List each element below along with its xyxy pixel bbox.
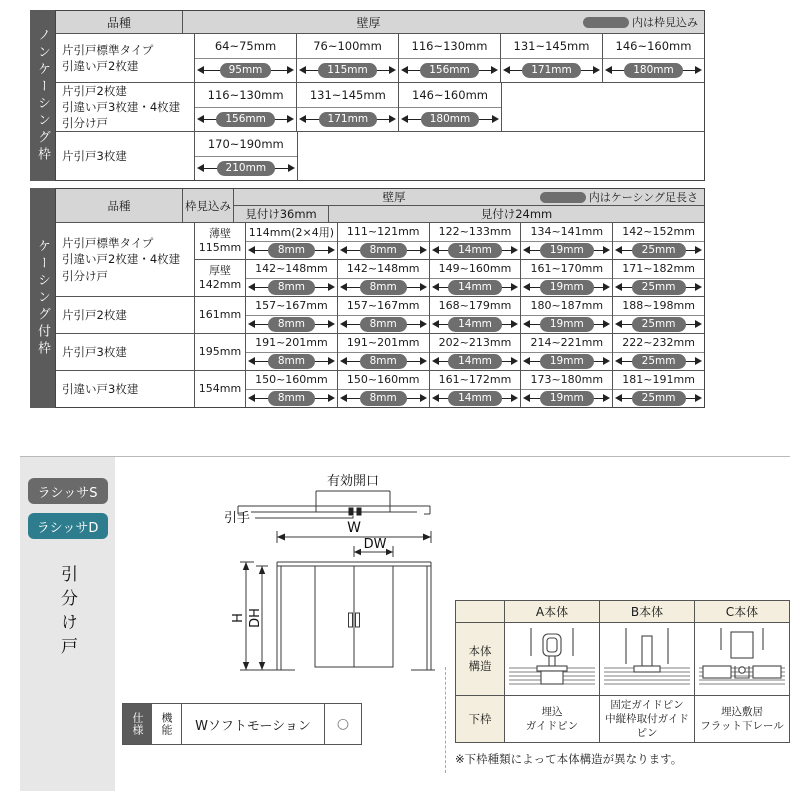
row-cells [246, 334, 704, 370]
wall-thickness-label: 壁厚 [356, 15, 381, 30]
frame-depth-pill: 156mm [420, 63, 479, 78]
casing-leg-pill: 8mm [268, 317, 315, 332]
wall-range-cell [613, 223, 704, 259]
subrow [195, 259, 704, 296]
availability-mark: ○ [336, 716, 350, 732]
table-row [56, 296, 704, 333]
wall-range-cell [246, 371, 338, 407]
footnote: ※下枠種類によって本体構造が異なります。 [455, 752, 683, 766]
dimension-arrow [338, 279, 429, 297]
col-header-wall [234, 189, 704, 205]
col-header-wall [183, 11, 704, 33]
dimension-arrow [399, 108, 500, 132]
table-row [56, 370, 704, 407]
casing-leg-pill: 8mm [360, 280, 407, 295]
table2-side-label: ケーシング付枠 [35, 238, 50, 358]
wall-range-cell [521, 297, 613, 333]
product-line: 引違い戸3枚建・4枚建 [62, 99, 181, 114]
spec-header-cell: 仕様 [123, 704, 152, 744]
wall-range: 142~148mm [338, 260, 429, 279]
wall-range-cell [613, 260, 704, 296]
product-line: 片引戸2枚建 [62, 307, 127, 322]
product-line: 引違い戸2枚建 [62, 59, 139, 73]
a-body-cross-section [505, 623, 600, 695]
frame-depth-cell: 薄壁 115mm [195, 223, 246, 259]
casing-leg-pill: 19mm [540, 391, 594, 406]
dimension-arrow [521, 390, 612, 408]
dimension-arrow [246, 279, 337, 297]
dimension-arrow [338, 390, 429, 408]
table2-subheader [234, 205, 704, 222]
wall-range: 168~179mm [430, 297, 521, 316]
series-badge-lasissa-d: ラシッサD [28, 513, 108, 539]
casing-leg-pill: 19mm [540, 354, 594, 369]
table2-legend [540, 189, 698, 205]
casing-leg-pill: 25mm [632, 354, 686, 369]
wall-range-cell [246, 334, 338, 370]
frame-depth-pill: 180mm [624, 63, 683, 78]
casing-leg-pill: 8mm [360, 317, 407, 332]
casing-leg-pill: 14mm [448, 317, 502, 332]
row-subrows [195, 371, 704, 407]
table2-grid [55, 188, 705, 408]
frame-depth-pill: 171mm [522, 63, 581, 78]
c-body-cross-section [695, 623, 789, 695]
row-cells [246, 223, 704, 259]
c-bottom-rail-cell: 埋込敷居 フラット下レール [700, 705, 784, 732]
dimension-arrow [399, 59, 500, 83]
casing-leg-pill: 8mm [360, 354, 407, 369]
casing-leg-pill: 14mm [448, 354, 502, 369]
dimension-arrow [430, 353, 521, 371]
frame-depth-cell: 厚壁 142mm [195, 260, 246, 296]
door-drawing [203, 461, 463, 711]
dimension-arrow [603, 59, 704, 83]
product-cell [56, 34, 195, 82]
dimension-arrow [246, 242, 337, 260]
dimension-arrow [521, 279, 612, 297]
row-cells [246, 260, 704, 296]
wall-range: 150~160mm [246, 371, 337, 390]
dimension-arrow [297, 59, 398, 83]
dimension-arrow [246, 390, 337, 408]
corner-cell [456, 601, 505, 622]
table2-header [56, 189, 704, 222]
table1-grid [55, 10, 705, 181]
door-dimension-diagram [203, 461, 463, 715]
row-subrows [195, 223, 704, 296]
col-header-frame-depth: 枠見込み [183, 189, 234, 222]
section-divider [20, 456, 790, 457]
table1-header-row [56, 11, 704, 33]
subrow [195, 371, 704, 407]
table-row [56, 131, 704, 180]
col-header-product: 品種 [56, 11, 183, 33]
wall-range: 131~145mm [501, 34, 602, 59]
casing-frame-table [30, 188, 705, 408]
effective-opening-label: 有効開口 [326, 474, 380, 489]
wall-range: 116~130mm [399, 34, 500, 59]
product-cell [56, 132, 195, 180]
wall-range: 222~232mm [613, 334, 704, 353]
wall-range: 188~198mm [613, 297, 704, 316]
casing-leg-pill: 19mm [540, 280, 594, 295]
wall-range-cell [297, 34, 399, 82]
empty-cell [298, 132, 704, 180]
casing-leg-pill: 25mm [632, 391, 686, 406]
table2-side-bar [30, 188, 55, 408]
subrow [195, 297, 704, 333]
bottom-rail-row [456, 695, 789, 742]
wall-range-cell [430, 371, 522, 407]
wall-range-cell [338, 371, 430, 407]
empty-cell [502, 83, 704, 131]
casing-leg-pill: 25mm [632, 317, 686, 332]
wall-range: 122~133mm [430, 223, 521, 242]
wall-range: 191~201mm [246, 334, 337, 353]
wall-range-cell [430, 334, 522, 370]
frame-depth-pill: 115mm [318, 63, 377, 78]
dimension-arrow [430, 316, 521, 334]
frame-depth-cell: 195mm [195, 334, 246, 370]
casing-leg-pill: 14mm [448, 280, 502, 295]
row-cells [246, 297, 704, 333]
structure-header-row [456, 601, 789, 622]
wall-range: 146~160mm [399, 83, 500, 108]
frame-depth-pill: 210mm [217, 161, 276, 176]
dimension-arrow [195, 59, 296, 83]
row-cells [195, 83, 704, 131]
dimension-arrow [195, 108, 296, 132]
wall-range: 149~160mm [430, 260, 521, 279]
dimension-arrow [613, 316, 704, 334]
product-cell [56, 371, 195, 407]
dimension-arrow [521, 353, 612, 371]
wall-range: 114mm(2×4用) [246, 223, 337, 242]
casing-leg-pill: 8mm [360, 391, 407, 406]
casing-leg-pill: 8mm [268, 391, 315, 406]
wall-range-cell [338, 260, 430, 296]
table1-side-bar [30, 10, 55, 181]
wall-range-cell [399, 83, 501, 131]
a-bottom-rail-cell: 埋込 ガイドピン [505, 696, 600, 742]
wall-range: 157~167mm [338, 297, 429, 316]
product-line: 片引戸2枚建 [62, 83, 127, 98]
b-bottom-rail-cell: 固定ガイドピン 中縦枠取付ガイドピン [600, 696, 695, 742]
row-cells [195, 132, 704, 180]
wall-range-cell [297, 83, 399, 131]
dimension-arrow [613, 390, 704, 408]
wall-range-cell [338, 223, 430, 259]
series-badge-lasissa-s: ラシッサS [28, 478, 108, 504]
h-dimension-label: H [231, 613, 246, 623]
table1-legend [583, 14, 698, 30]
product-line: 引分け戸 [62, 268, 108, 283]
wall-range: 146~160mm [603, 34, 704, 59]
table1-side-label: ノンケーシング枠 [35, 27, 50, 164]
casing-leg-pill: 8mm [268, 354, 315, 369]
door-detail-section [0, 455, 800, 800]
wall-range: 173~180mm [521, 371, 612, 390]
product-line: 片引戸3枚建 [62, 148, 127, 163]
wall-range: 111~121mm [338, 223, 429, 242]
dimension-arrow [338, 316, 429, 334]
wall-range: 76~100mm [297, 34, 398, 59]
row-header-bottom-rail: 下枠 [456, 696, 505, 742]
wall-range-cell [195, 34, 297, 82]
casing-leg-pill: 19mm [540, 243, 594, 258]
product-line: 引違い戸2枚建・4枚建 [62, 252, 181, 267]
wall-range: 202~213mm [430, 334, 521, 353]
function-header-cell: 機能 [152, 704, 182, 744]
product-cell [56, 83, 195, 131]
wall-range-cell [521, 260, 613, 296]
dimension-arrow [297, 108, 398, 132]
dimension-arrow [521, 316, 612, 334]
col-header-product: 品種 [56, 189, 183, 222]
casing-leg-pill: 8mm [268, 243, 315, 258]
wall-range-cell [501, 34, 603, 82]
wall-range-cell [195, 132, 298, 180]
casing-leg-pill: 25mm [632, 243, 686, 258]
wall-thickness-label: 壁厚 [382, 190, 406, 204]
casing-leg-pill: 25mm [632, 280, 686, 295]
product-cell [56, 297, 195, 333]
casing-leg-pill: 8mm [360, 243, 407, 258]
subheader-facewidth-36: 見付け36mm [234, 206, 329, 222]
product-line: 引分け戸 [62, 116, 108, 131]
row-cells [195, 34, 704, 82]
dimension-arrow [246, 316, 337, 334]
wall-range: 150~160mm [338, 371, 429, 390]
dh-dimension-label: DH [248, 608, 263, 628]
wall-range-cell [603, 34, 704, 82]
wall-range: 180~187mm [521, 297, 612, 316]
row-header-body-structure: 本体 構造 [456, 623, 505, 695]
frame-depth-pill: 156mm [216, 112, 275, 127]
dashed-divider [445, 667, 446, 773]
body-structure-table [455, 600, 790, 743]
spec-function-table [122, 703, 362, 745]
wall-range: 181~191mm [613, 371, 704, 390]
table2-header-right [234, 189, 704, 222]
product-line: 片引戸3枚建 [62, 344, 127, 359]
wall-range: 142~148mm [246, 260, 337, 279]
table-row [56, 33, 704, 82]
wall-range: 161~172mm [430, 371, 521, 390]
dimension-arrow [613, 279, 704, 297]
wall-range: 134~141mm [521, 223, 612, 242]
product-line: 片引戸標準タイプ [62, 42, 154, 57]
frame-depth-pill: 171mm [319, 112, 378, 127]
wall-range: 161~170mm [521, 260, 612, 279]
dimension-arrow [246, 353, 337, 371]
wall-range-cell [430, 223, 522, 259]
pill-sample-icon [583, 17, 629, 28]
casing-leg-pill: 8mm [268, 280, 315, 295]
dimension-arrow [613, 242, 704, 260]
wall-range-cell [338, 297, 430, 333]
dimension-arrow [430, 279, 521, 297]
wall-range-cell [613, 371, 704, 407]
wall-range-cell [521, 371, 613, 407]
wall-range-cell [521, 223, 613, 259]
dimension-arrow [613, 353, 704, 371]
dimension-arrow [430, 390, 521, 408]
casing-leg-pill: 14mm [448, 391, 502, 406]
wall-range: 157~167mm [246, 297, 337, 316]
subrow [195, 223, 704, 259]
dimension-arrow [501, 59, 602, 83]
b-body-cross-section [600, 623, 695, 695]
wall-range-cell [195, 83, 297, 131]
wall-range: 171~182mm [613, 260, 704, 279]
legend-text: 内はケーシング足長さ [588, 191, 698, 204]
pill-sample-icon [540, 192, 586, 203]
product-line: 引違い戸3枚建 [62, 381, 139, 396]
soft-motion-label: Wソフトモーション [182, 704, 325, 744]
wall-range-cell [613, 334, 704, 370]
dimension-arrow [338, 353, 429, 371]
casing-leg-pill: 19mm [540, 317, 594, 332]
wall-range-cell [430, 260, 522, 296]
dw-dimension-label: DW [363, 537, 387, 552]
wall-range: 191~201mm [338, 334, 429, 353]
legend-text: 内は枠見込み [632, 16, 698, 29]
wall-range-cell [338, 334, 430, 370]
subrow [195, 334, 704, 370]
wall-range: 214~221mm [521, 334, 612, 353]
wall-range: 64~75mm [195, 34, 296, 59]
frame-depth-pill: 95mm [220, 63, 272, 78]
wall-range-cell [399, 34, 501, 82]
col-header-b-body: B本体 [600, 601, 695, 622]
row-subrows [195, 334, 704, 370]
pull-handle-label: 引手 [223, 511, 251, 526]
product-line: 片引戸標準タイプ [62, 236, 154, 251]
door-type-label: 引分け戸 [57, 565, 77, 661]
dimension-arrow [521, 242, 612, 260]
dimension-arrow [195, 157, 297, 181]
wall-range: 170~190mm [195, 132, 297, 157]
frame-depth-cell: 154mm [195, 371, 246, 407]
wall-range: 131~145mm [297, 83, 398, 108]
wall-range-cell [246, 260, 338, 296]
wall-range: 116~130mm [195, 83, 296, 108]
dimension-arrow [338, 242, 429, 260]
structure-diagram-row [456, 622, 789, 695]
frame-depth-cell: 161mm [195, 297, 246, 333]
wall-range: 142~152mm [613, 223, 704, 242]
wall-range-cell [521, 334, 613, 370]
wall-range-cell [246, 223, 338, 259]
product-cell [56, 223, 195, 296]
col-header-a-body: A本体 [505, 601, 600, 622]
product-cell [56, 334, 195, 370]
subheader-facewidth-24: 見付け24mm [480, 207, 553, 221]
table-row [56, 222, 704, 296]
table-row [56, 82, 704, 131]
non-casing-frame-table [30, 10, 705, 181]
row-cells [246, 371, 704, 407]
wall-range-cell [430, 297, 522, 333]
casing-leg-pill: 14mm [448, 243, 502, 258]
wall-range-cell [246, 297, 338, 333]
frame-depth-pill: 180mm [421, 112, 480, 127]
series-side-panel [20, 457, 115, 791]
row-subrows [195, 297, 704, 333]
dimension-arrow [430, 242, 521, 260]
w-dimension-label: W [347, 520, 361, 536]
col-header-c-body: C本体 [695, 601, 789, 622]
wall-range-cell [613, 297, 704, 333]
table-row [56, 333, 704, 370]
